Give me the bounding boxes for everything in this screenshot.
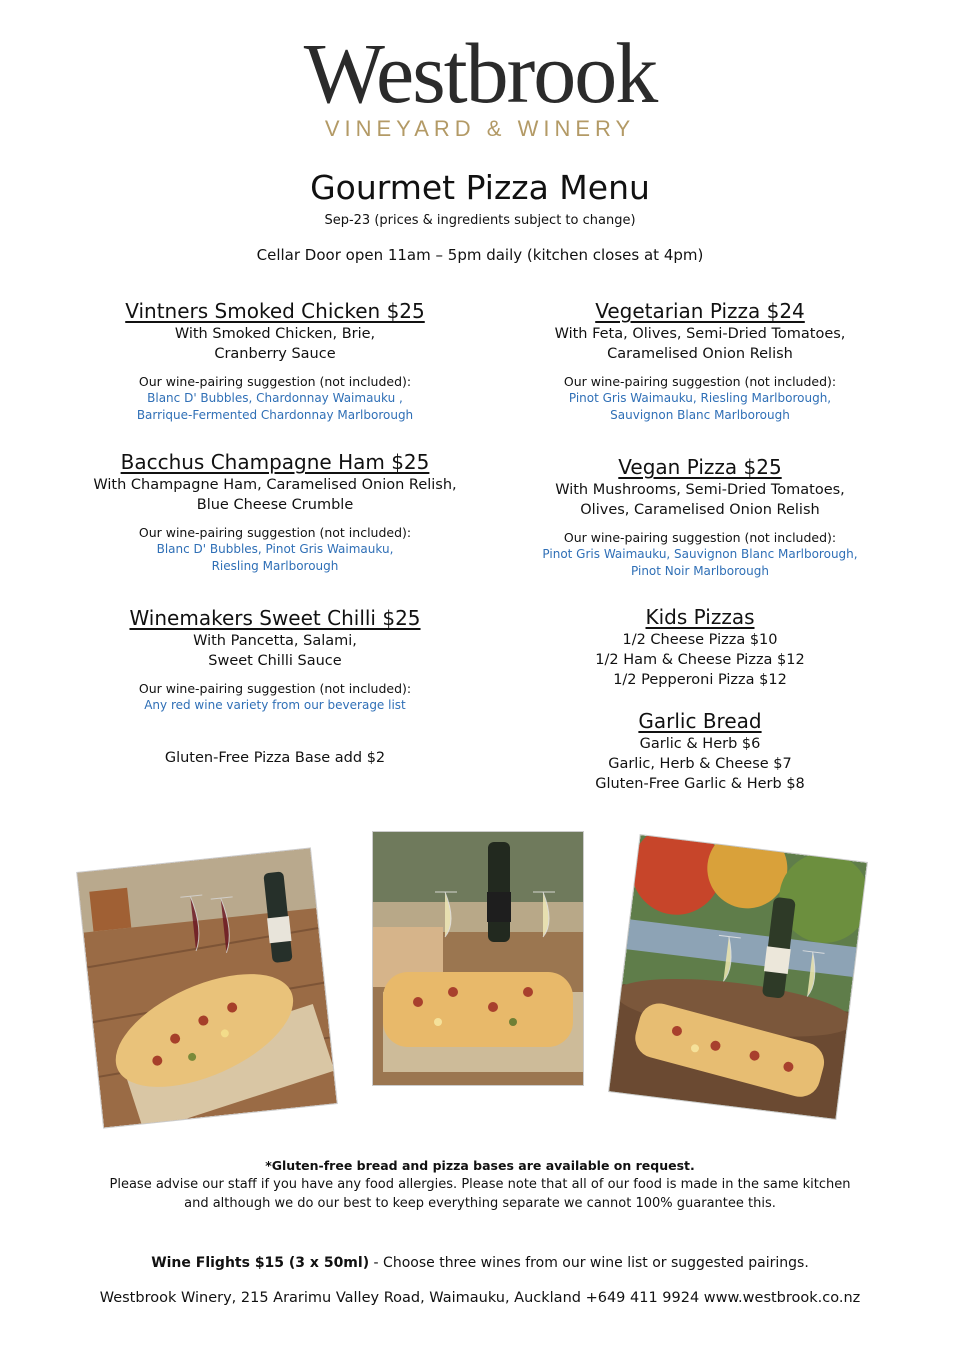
- pairing-wines: Riesling Marlborough: [211, 559, 339, 573]
- wine-flights-price: Wine Flights $15 (3 x 50ml): [151, 1255, 370, 1271]
- item-desc: Caramelised Onion Relish: [607, 346, 793, 362]
- item-title: Vegan Pizza $25: [618, 455, 782, 479]
- logo-wordmark: Westbrook: [303, 25, 657, 121]
- contact-address: Westbrook Winery, 215 Ararimu Valley Road, Waimauku, Auckland +649 411 9924 www.westbrook.co.nz: [99, 1290, 861, 1306]
- pairing-wines: Blanc D' Bubbles, Chardonnay Waimauku ,: [147, 391, 403, 405]
- pairing-wines: Blanc D' Bubbles, Pinot Gris Waimauku,: [156, 542, 394, 556]
- item-desc: With Smoked Chicken, Brie,: [174, 326, 376, 342]
- item-desc: With Mushrooms, Semi-Dried Tomatoes,: [555, 482, 845, 498]
- section-title: Garlic Bread: [638, 709, 762, 733]
- opening-hours: Cellar Door open 11am – 5pm daily (kitchen closes at 4pm): [256, 246, 704, 264]
- date-note: Sep-23 (prices & ingredients subject to change): [324, 213, 636, 228]
- allergy-note-line2: and although we do our best to keep everything separate we cannot 100% guarantee this.: [184, 1196, 776, 1211]
- pairing-wines: Sauvignon Blanc Marlborough: [610, 408, 790, 422]
- gluten-free-note: *Gluten-free bread and pizza bases are available on request.: [265, 1158, 695, 1173]
- list-item: Garlic, Herb & Cheese $7: [608, 756, 792, 772]
- list-item: Garlic & Herb $6: [639, 736, 761, 752]
- item-desc: With Feta, Olives, Semi-Dried Tomatoes,: [554, 326, 846, 342]
- menu-item-vegetarian: [480, 298, 920, 424]
- pairing-label: Our wine-pairing suggestion (not included):: [563, 530, 837, 545]
- menu-item-champagne-ham: [55, 449, 495, 575]
- list-item: 1/2 Cheese Pizza $10: [622, 632, 778, 648]
- pairing-label: Our wine-pairing suggestion (not included):: [563, 374, 837, 389]
- pizza-photo-center: [373, 832, 583, 1085]
- menu-item-smoked-chicken: [55, 298, 495, 424]
- item-title: Vintners Smoked Chicken $25: [125, 299, 425, 323]
- item-desc: With Champagne Ham, Caramelised Onion Relish,: [93, 477, 457, 493]
- pairing-label: Our wine-pairing suggestion (not included):: [138, 681, 412, 696]
- gluten-free-base-note: Gluten-Free Pizza Base add $2: [164, 750, 386, 766]
- menu-item-sweet-chilli: [55, 605, 495, 714]
- menu-item-vegan: [480, 454, 920, 580]
- list-item: Gluten-Free Garlic & Herb $8: [595, 776, 805, 792]
- item-title: Vegetarian Pizza $24: [595, 299, 805, 323]
- pairing-wines: Pinot Gris Waimauku, Sauvignon Blanc Marlborough,: [542, 547, 858, 561]
- pairing-label: Our wine-pairing suggestion (not included):: [138, 525, 412, 540]
- item-title: Winemakers Sweet Chilli $25: [129, 606, 421, 630]
- pairing-wines: Pinot Gris Waimauku, Riesling Marlborough,: [568, 391, 832, 405]
- logo-tagline: VINEYARD & WINERY: [324, 116, 636, 141]
- pairing-wines: Pinot Noir Marlborough: [631, 564, 769, 578]
- item-desc: Cranberry Sauce: [214, 346, 336, 362]
- pairing-wines: Barrique-Fermented Chardonnay Marlborough: [136, 408, 414, 422]
- item-desc: With Pancetta, Salami,: [193, 633, 357, 649]
- section-title: Kids Pizzas: [645, 605, 755, 629]
- pizza-photo-left: [77, 848, 336, 1127]
- garlic-bread-section: [480, 708, 920, 794]
- allergy-note-line1: Please advise our staff if you have any food allergies. Please note that all of our food is made in the same kitchen: [109, 1177, 851, 1192]
- pairing-label: Our wine-pairing suggestion (not included):: [138, 374, 412, 389]
- pizza-photo-right: [609, 835, 867, 1119]
- kids-pizzas-section: [480, 604, 920, 690]
- page-title: Gourmet Pizza Menu: [310, 168, 650, 207]
- list-item: 1/2 Pepperoni Pizza $12: [613, 672, 787, 688]
- item-desc: Blue Cheese Crumble: [196, 497, 354, 513]
- list-item: 1/2 Ham & Cheese Pizza $12: [595, 652, 805, 668]
- pairing-wines: Any red wine variety from our beverage list: [144, 698, 406, 712]
- wine-flights-desc: - Choose three wines from our wine list or suggested pairings.: [369, 1255, 809, 1271]
- item-desc: Sweet Chilli Sauce: [208, 653, 342, 669]
- item-desc: Olives, Caramelised Onion Relish: [580, 502, 820, 518]
- wine-flights-note: [0, 1255, 960, 1271]
- item-title: Bacchus Champagne Ham $25: [120, 450, 430, 474]
